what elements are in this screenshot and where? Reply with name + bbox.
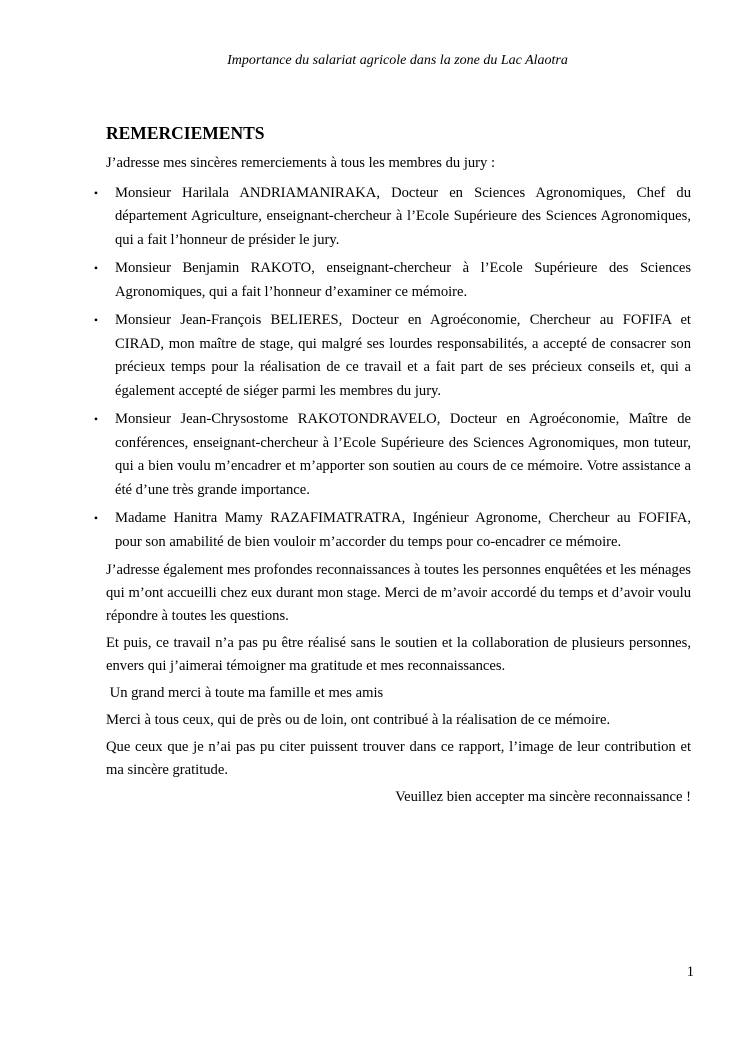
running-header: Importance du salariat agricole dans la zone du Lac Alaotra	[227, 53, 568, 68]
paragraph-respondents: J’adresse également mes profondes reconnaissances à toutes les personnes enquêtées et les ménages qui m’ont accueilli chez eux durant mon stage. Merci de m’avoir accordé du temps et d’avoir voulu répondre à toutes les questions.	[106, 562, 691, 624]
bullet-icon: •	[93, 261, 99, 275]
paragraph-everyone: Merci à tous ceux, qui de près ou de loin, ont contribué à la réalisation de ce mémoire.	[106, 712, 611, 728]
paragraph-collaboration: Et puis, ce travail n’a pas pu être réalisé sans le soutien et la collaboration de plusieurs personnes, envers qui j’aimerai témoigner ma gratitude et mes reconnaissances.	[106, 635, 691, 674]
jury-list	[93, 182, 691, 555]
jury-member-text: Monsieur Harilala ANDRIAMANIRAKA, Docteur en Sciences Agronomiques, Chef du département Agriculture, enseignant-chercheur à l’Ecole Supérieure des Sciences Agronomiques, qui a fait l’honneur de présider le jury.	[115, 184, 691, 248]
jury-member-text: Monsieur Jean-François BELIERES, Docteur en Agroéconomie, Chercheur au FOFIFA et CIRAD, mon maître de stage, qui malgré ses lourdes responsabilités, a accepté de consacrer son précieux temps pour la réalisation de ce travail et a fait part de ses précieux conseils et, qui a également accepté de siéger parmi les membres du jury.	[115, 312, 691, 399]
document-body	[93, 122, 691, 809]
jury-member-text: Monsieur Benjamin RAKOTO, enseignant-chercheur à l’Ecole Supérieure des Sciences Agronomiques, qui a fait l’honneur d’examiner ce mémoire.	[115, 260, 691, 300]
jury-member-examiner	[93, 257, 691, 304]
jury-member-president	[93, 182, 691, 253]
page-number: 1	[686, 964, 694, 980]
jury-member-text: Monsieur Jean-Chrysostome RAKOTONDRAVELO, Docteur en Agroéconomie, Maître de conférences, enseignant-chercheur à l’Ecole Supérieure des Sciences Agronomiques, mon tuteur, qui a bien voulu m’encadrer et m’apporter son soutien au cours de ce mémoire. Votre assistance a été d’une très grande importance.	[115, 411, 691, 498]
bullet-icon: •	[93, 511, 99, 525]
bullet-icon: •	[93, 185, 99, 200]
jury-member-text: Madame Hanitra Mamy RAZAFIMATRATRA, Ingénieur Agronome, Chercheur au FOFIFA, pour son amabilité de bien vouloir m’accorder du temps pour co-encadrer ce mémoire.	[115, 510, 691, 550]
closing-line: Veuillez bien accepter ma sincère reconnaissance !	[395, 789, 691, 805]
paragraph-uncited: Que ceux que je n’ai pas pu citer puissent trouver dans ce rapport, l’image de leur contribution et ma sincère gratitude.	[106, 739, 691, 778]
section-title: REMERCIEMENTS	[106, 123, 265, 143]
bullet-icon: •	[93, 313, 99, 327]
jury-member-supervisor	[93, 309, 691, 403]
jury-member-tutor	[93, 408, 691, 502]
jury-member-co-supervisor	[93, 507, 691, 554]
intro-text: J’adresse mes sincères remerciements à tous les membres du jury :	[106, 155, 496, 171]
paragraph-family: Un grand merci à toute ma famille et mes amis	[106, 685, 384, 701]
bullet-icon: •	[93, 412, 99, 426]
